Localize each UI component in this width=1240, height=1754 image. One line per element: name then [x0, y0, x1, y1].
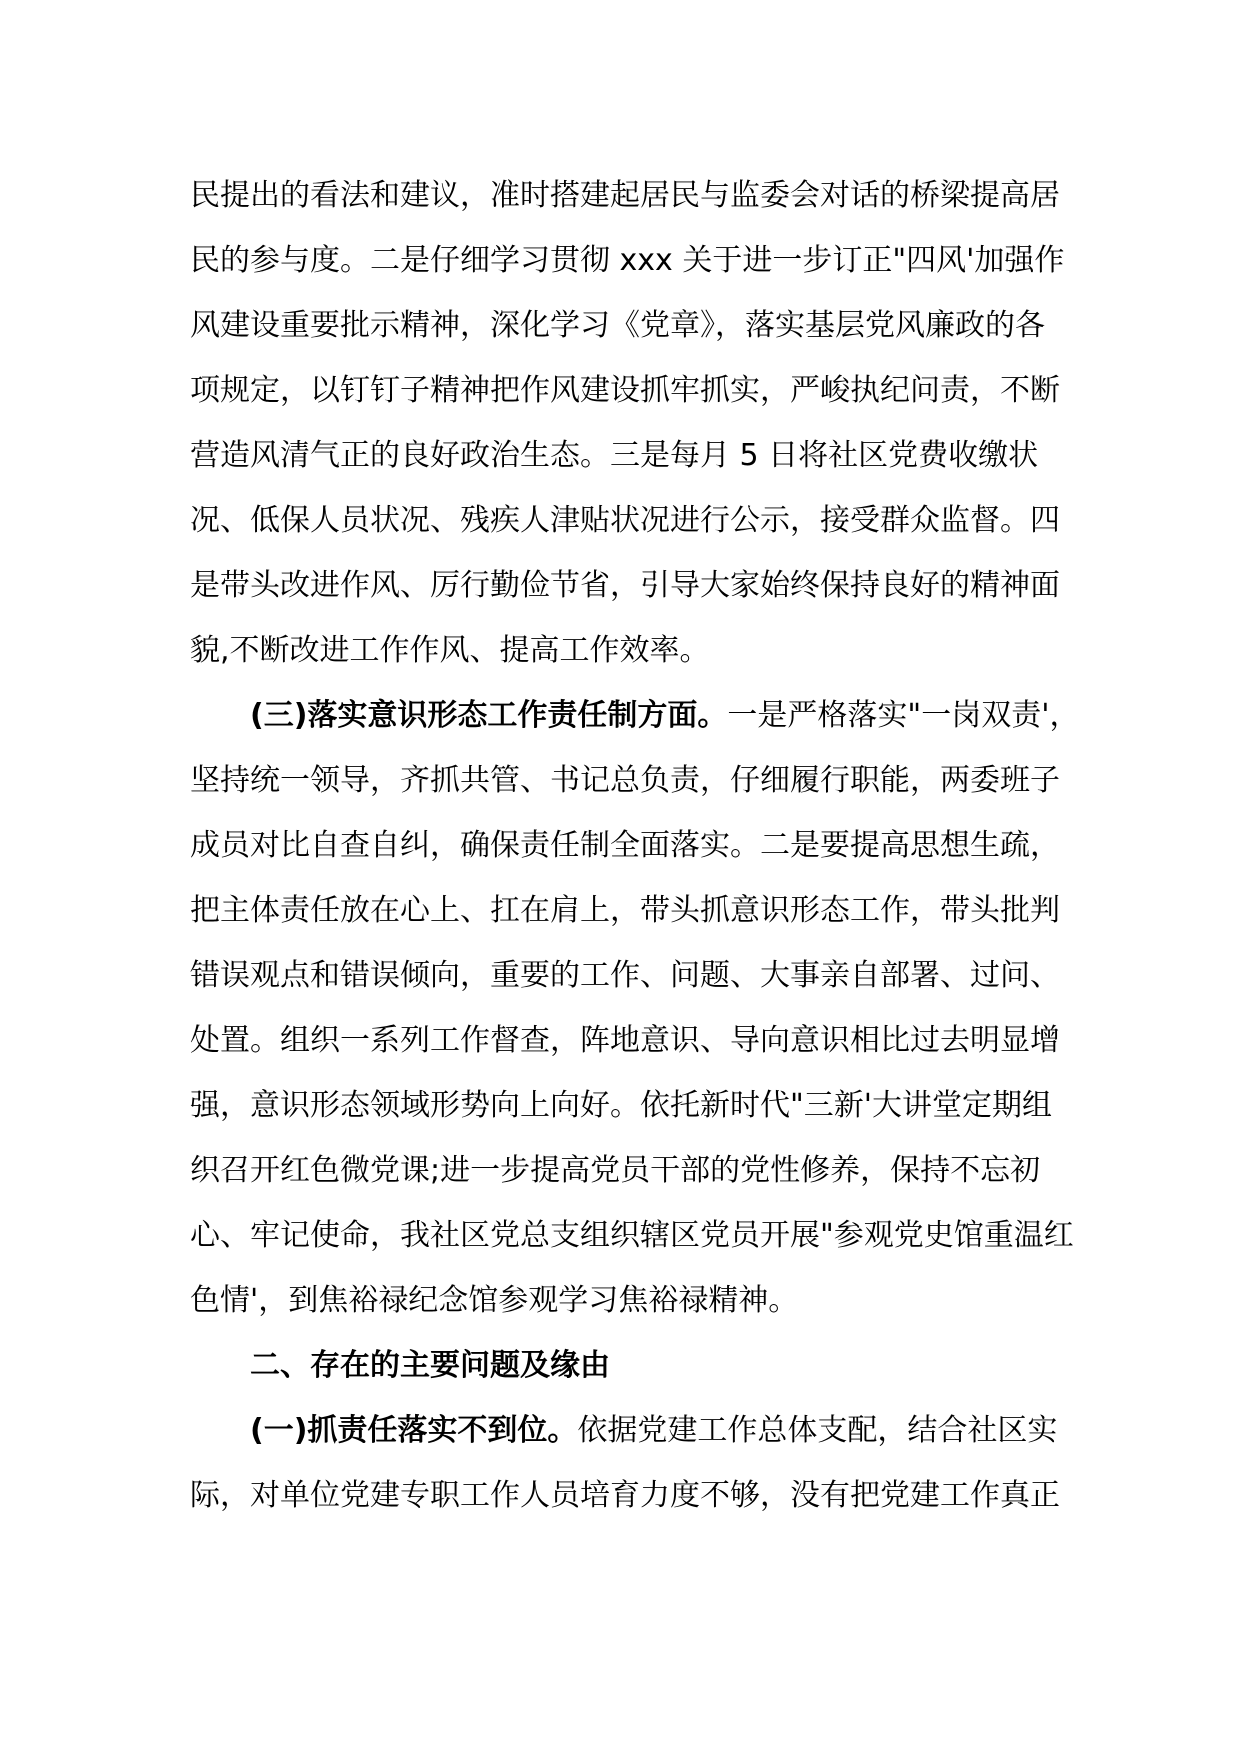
paragraph-ideology-responsibility [190, 683, 1080, 1333]
text-line: 是带头改进作风、厉行勤俭节省，引导大家始终保持良好的精神面 [190, 568, 1060, 603]
text-line: 把主体责任放在心上、扛在肩上，带头抓意识形态工作，带头批判 [190, 893, 1060, 928]
text-line: 民提出的看法和建议，准时搭建起居民与监委会对话的桥梁提高居 [190, 178, 1060, 213]
paragraph-first-line [190, 683, 1080, 748]
text-line: 成员对比自查自纠，确保责任制全面落实。二是要提高思想生疏， [190, 828, 1060, 863]
document-body [190, 163, 1080, 1528]
section-heading: 二、存在的主要问题及缘由 [250, 1348, 610, 1383]
paragraph-text: 一是严格落实"一岗双责'， [727, 698, 1080, 733]
text-line: 强，意识形态领域形势向上向好。依托新时代"三新'大讲堂定期组 [190, 1088, 1053, 1123]
text-line: 风建设重要批示精神，深化学习《党章》，落实基层党风廉政的各 [190, 308, 1045, 343]
text-line: 织召开红色微党课;进一步提高党员干部的党性修养，保持不忘初 [190, 1153, 1041, 1188]
paragraph-text: 依据党建工作总体支配，结合社区实 [577, 1413, 1058, 1448]
text-line: 错误观点和错误倾向，重要的工作、问题、大事亲自部署、过问、 [190, 958, 1060, 993]
paragraph-first-line [190, 1398, 1060, 1463]
paragraph-heading: (三)落实意识形态工作责任制方面。 [250, 698, 728, 733]
text-line: 色情'，到焦裕禄纪念馆参观学习焦裕禄精神。 [190, 1283, 799, 1318]
text-line: 营造风清气正的良好政治生态。三是每月 5 日将社区党费收缴状 [190, 438, 1039, 473]
paragraph-continuation [190, 163, 1065, 683]
text-line: 处置。组织一系列工作督查，阵地意识、导向意识相比过去明显增 [190, 1023, 1060, 1058]
text-line: 貌,不断改进工作作风、提高工作效率。 [190, 633, 710, 668]
paragraph-heading: (一)抓责任落实不到位。 [250, 1413, 578, 1448]
text-line: 况、低保人员状况、残疾人津贴状况进行公示，接受群众监督。四 [190, 503, 1060, 538]
text-line: 项规定，以钉钉子精神把作风建设抓牢抓实，严峻执纪问责，不断 [190, 373, 1060, 408]
text-line: 坚持统一领导，齐抓共管、书记总负责，仔细履行职能，两委班子 [190, 763, 1060, 798]
text-line: 民的参与度。二是仔细学习贯彻 xxx 关于进一步订正"四风'加强作 [190, 243, 1065, 278]
text-line: 心、牢记使命，我社区党总支组织辖区党员开展"参观党史馆重温红 [190, 1218, 1074, 1253]
text-line: 际，对单位党建专职工作人员培育力度不够，没有把党建工作真正 [190, 1478, 1060, 1513]
paragraph-responsibility-implementation [190, 1398, 1060, 1528]
